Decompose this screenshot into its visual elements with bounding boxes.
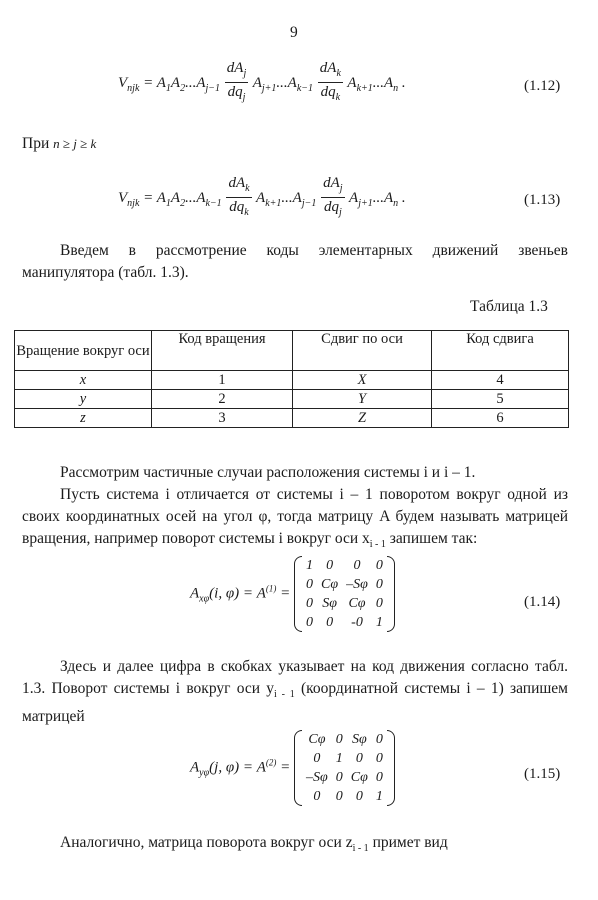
table-header-row	[15, 331, 569, 371]
paragraph-rotation-text: Пусть система i отличается от системы i – 1 поворотом вокруг одной из своих координатных осей на угол φ, тогда матрицу A будем называть матрицей вращения, например поворот системы i вокруг оси x	[22, 486, 568, 547]
matrix-cell: 1	[375, 614, 383, 630]
paragraph-digit-end: (координатной системы i – 1) запишем матрицей	[22, 680, 568, 726]
equation-lhs-symbol: A	[190, 585, 200, 602]
matrix-cell: 0	[326, 557, 334, 573]
table-row	[15, 371, 569, 390]
matrix-cell: 0	[306, 576, 314, 592]
matrix-cell: 1	[306, 557, 314, 573]
matrix-cell: 0	[375, 769, 383, 785]
matrix-row	[302, 575, 387, 594]
condition-prefix: При	[22, 135, 50, 152]
table-cell: Y	[293, 390, 432, 409]
matrix-cell: 1	[335, 750, 343, 766]
equation-1-14: $A_{x\varphi}(i$, $\varphi) = A^{(1)}$ = 1 0 0 0 0 Cφ –Sφ 0 0 Sφ Cφ 0 0 0 -0 1	[190, 556, 395, 632]
rotation-matrix-y	[294, 730, 395, 806]
page-number: 9	[290, 24, 298, 41]
table-cell: 5	[432, 390, 569, 409]
table-header: Сдвиг по оси	[293, 331, 432, 371]
table-cell: X	[293, 371, 432, 390]
table-header: Код вращения	[152, 331, 293, 371]
matrix-cell: 0	[355, 788, 363, 804]
matrix-cell: 0	[313, 750, 321, 766]
equation-number-1-13: (1.13)	[524, 192, 561, 208]
matrix-cell: 0	[335, 788, 343, 804]
matrix-cell: 0	[375, 595, 383, 611]
paragraph-digit-text: Здесь и далее цифра в скобках указывает на код движения согласно табл. 1.3. Поворот системы i вокруг оси y	[22, 658, 568, 697]
matrix-cell: 0	[375, 557, 383, 573]
matrix-row	[302, 613, 387, 632]
equation-number-1-14: (1.14)	[524, 594, 561, 610]
paragraph-intro: Введем в рассмотрение коды элементарных движений звеньев манипулятора (табл. 1.3).	[22, 242, 568, 281]
table-1-3	[14, 330, 569, 428]
condition-expr: n ≥ j ≥ k	[53, 136, 97, 151]
paragraph-last-text: Аналогично, матрица поворота вокруг оси z	[60, 834, 353, 851]
paragraph-cases: Рассмотрим частичные случаи расположения системы i и i – 1.	[60, 464, 476, 481]
equation-lhs-symbol: A	[190, 759, 200, 776]
matrix-row	[302, 749, 387, 768]
matrix-row	[302, 556, 387, 575]
paragraph-rotation	[22, 484, 568, 556]
equation-rhs-superscript: (1)	[265, 583, 277, 594]
table-cell: y	[15, 390, 152, 409]
paragraph-last-end: примет вид	[368, 834, 448, 851]
matrix-cell: Cφ	[308, 731, 326, 747]
rotation-matrix-x	[294, 556, 395, 632]
table-cell: Z	[293, 409, 432, 428]
table-cell: x	[15, 371, 152, 390]
paragraph-digit-subscript: i - 1	[273, 689, 295, 701]
table-cell: 3	[152, 409, 293, 428]
equation-1-13: $V_{njk} = A_1A_2...A_{k-1}$ $\frac{dA_k}{dq_k}$ $A_{k+1}...A_{j-1}$ $\frac{dA_j}{dq_j}$ $A_{j+1}...A_n$ .	[118, 175, 406, 218]
equation-1-12: $V_{njk} = A_1A_2...A_{j-1}$ $\frac{dA_j}{dq_j}$ $A_{j+1}...A_{k-1}$ $\frac{dA_k}{dq_k}$ $A_{k+1}...A_n$ .	[118, 60, 406, 103]
table-cell: 1	[152, 371, 293, 390]
table-cell: 2	[152, 390, 293, 409]
matrix-cell: 0	[313, 788, 321, 804]
condition-line	[22, 133, 96, 155]
table-row	[15, 409, 569, 428]
paragraph-last	[60, 832, 570, 860]
matrix-cell: 0	[326, 614, 334, 630]
paragraph-digit	[22, 656, 568, 728]
paragraph-last-subscript: i - 1	[352, 843, 369, 855]
equation-rhs-superscript: (2)	[265, 757, 277, 768]
matrix-cell: 0	[375, 750, 383, 766]
table-row	[15, 390, 569, 409]
matrix-cell: 0	[335, 769, 343, 785]
table-cell: 4	[432, 371, 569, 390]
matrix-cell: 0	[355, 750, 363, 766]
equation-number-1-15: (1.15)	[524, 766, 561, 782]
matrix-row	[302, 787, 387, 806]
matrix-cell: Cφ	[321, 576, 339, 592]
matrix-cell: Sφ	[351, 731, 367, 747]
matrix-cell: -0	[351, 614, 363, 630]
paragraph-rotation-subscript: i - 1	[369, 539, 386, 551]
matrix-cell: 0	[353, 557, 361, 573]
matrix-cell: 0	[335, 731, 343, 747]
matrix-cell: –Sφ	[346, 576, 368, 592]
matrix-cell: Cφ	[350, 769, 368, 785]
table-cell: z	[15, 409, 152, 428]
paragraph-rotation-end: запишем так:	[385, 530, 478, 547]
matrix-cell: 0	[375, 731, 383, 747]
table-cell: 6	[432, 409, 569, 428]
table-caption: Таблица 1.3	[470, 298, 548, 315]
matrix-cell: 1	[375, 788, 383, 804]
matrix-cell: Cφ	[348, 595, 366, 611]
matrix-row	[302, 730, 387, 749]
table-header: Вращение вокруг оси	[15, 331, 152, 371]
matrix-row	[302, 768, 387, 787]
matrix-cell: 0	[306, 595, 314, 611]
matrix-row	[302, 594, 387, 613]
table-header: Код сдвига	[432, 331, 569, 371]
equation-1-15: $A_{y\varphi}(j$, $\varphi) = A^{(2)}$ = Cφ 0 Sφ 0 0 1 0 0 –Sφ 0 Cφ 0 0 0 0 1	[190, 730, 395, 806]
matrix-cell: 0	[306, 614, 314, 630]
matrix-cell: –Sφ	[306, 769, 328, 785]
matrix-cell: 0	[375, 576, 383, 592]
equation-number-1-12: (1.12)	[524, 78, 561, 94]
matrix-cell: Sφ	[322, 595, 337, 611]
